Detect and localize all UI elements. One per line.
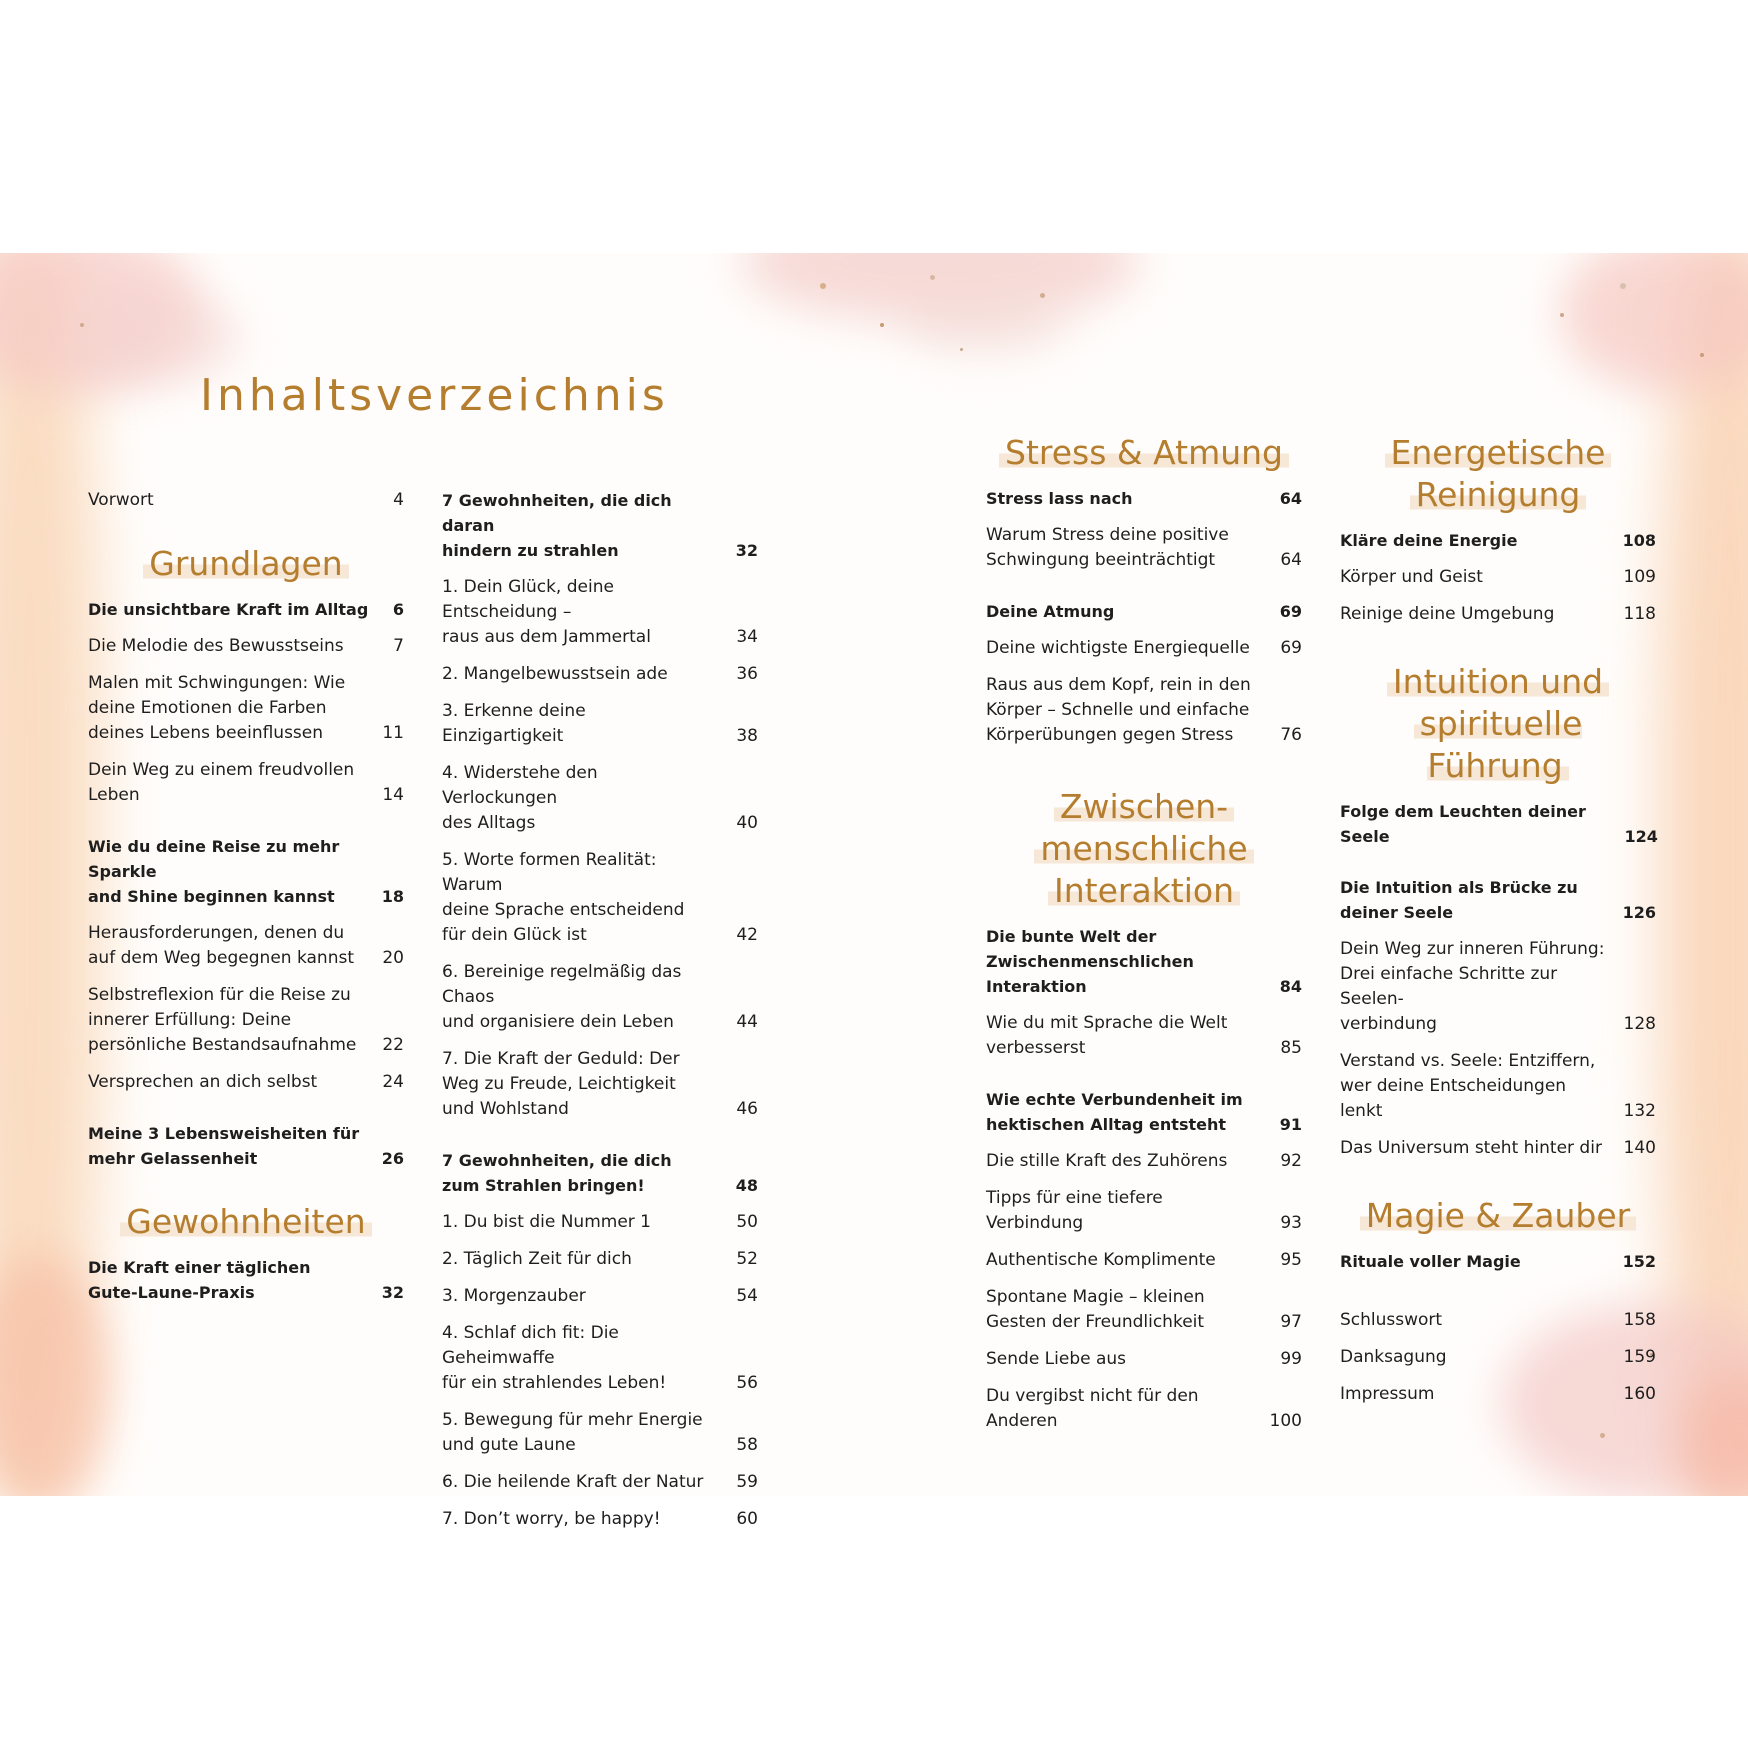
toc-entry[interactable] <box>1340 528 1656 553</box>
toc-entry[interactable] <box>88 1070 404 1095</box>
toc-entry[interactable] <box>986 636 1302 661</box>
toc-entry-title: Körper und Geist <box>1340 567 1483 587</box>
toc-entry-page: 34 <box>736 627 758 647</box>
toc-entry-page: 26 <box>381 1149 404 1168</box>
toc-entry[interactable] <box>986 599 1302 624</box>
toc-entry[interactable] <box>88 983 404 1058</box>
toc-entry-page: 128 <box>1623 1014 1656 1034</box>
toc-entry[interactable] <box>1340 937 1656 1037</box>
toc-entry-title: 5. Worte formen Realität: Warum deine Sprache entscheidend für dein Glück ist <box>442 850 685 945</box>
toc-entry[interactable] <box>442 1148 758 1198</box>
toc-entry[interactable] <box>986 486 1302 511</box>
section-heading: Stress & Atmung <box>986 432 1302 474</box>
toc-entry-page: 11 <box>382 723 404 743</box>
toc-entry[interactable] <box>1340 1049 1656 1124</box>
toc-entry-page: 132 <box>1623 1101 1656 1121</box>
toc-entry-title: Reinige deine Umgebung <box>1340 604 1555 624</box>
toc-entry-page: 6 <box>392 600 404 619</box>
toc-section <box>1340 432 1656 627</box>
toc-entry-page: 64 <box>1279 489 1302 508</box>
toc-column-2 <box>442 488 758 1532</box>
toc-section <box>986 432 1302 748</box>
toc-entry-title: Das Universum steht hinter dir <box>1340 1138 1602 1158</box>
toc-entry-page: 48 <box>735 1176 758 1195</box>
toc-entry-page: 109 <box>1623 567 1656 587</box>
toc-entry-title: Schlusswort <box>1340 1310 1443 1330</box>
toc-entry-page: 152 <box>1622 1252 1656 1271</box>
toc-entry-page: 7 <box>393 636 404 656</box>
page-title: Inhaltsverzeichnis <box>200 370 669 421</box>
toc-entry-title: Meine 3 Lebensweisheiten für mehr Gelassenheit <box>88 1124 360 1168</box>
toc-entry-title: Wie echte Verbundenheit im hektischen Alltag entsteht <box>986 1090 1243 1134</box>
toc-entry[interactable] <box>88 671 404 746</box>
toc-entry-title: Dein Weg zu einem freudvollen Leben <box>88 760 355 805</box>
toc-section <box>88 1201 404 1305</box>
toc-column-1 <box>88 488 404 1305</box>
toc-entry[interactable] <box>1340 1382 1656 1407</box>
toc-entry[interactable] <box>1340 1249 1656 1274</box>
toc-entry[interactable] <box>986 1186 1302 1236</box>
toc-entry-title: Die unsichtbare Kraft im Alltag <box>88 600 369 619</box>
toc-entry[interactable] <box>88 488 404 513</box>
toc-entry[interactable] <box>88 834 404 909</box>
toc-entry-page: 18 <box>381 887 404 906</box>
toc-entry-title: Raus aus dem Kopf, rein in den Körper – Schnelle und einfache Körperübungen gegen Stress <box>986 675 1251 745</box>
toc-entry-page: 50 <box>736 1212 758 1232</box>
toc-entry-page: 84 <box>1279 977 1302 996</box>
toc-entry-page: 108 <box>1622 531 1656 550</box>
toc-entry-title: Dein Weg zur inneren Führung: Drei einfache Schritte zur Seelen- verbindung <box>1340 939 1605 1034</box>
toc-column-4 <box>1340 432 1656 1407</box>
section-heading: Zwischen- menschliche Interaktion <box>986 786 1302 912</box>
toc-entry-title: Deine wichtigste Energiequelle <box>986 638 1250 658</box>
toc-entry[interactable] <box>88 921 404 971</box>
toc-entry-title: 4. Widerstehe den Verlockungen des Alltags <box>442 763 598 833</box>
toc-entry-page: 69 <box>1279 602 1302 621</box>
toc-entry-title: 3. Erkenne deine Einzigartigkeit <box>442 701 586 746</box>
toc-entry-title: Impressum <box>1340 1384 1435 1404</box>
toc-entry-page: 20 <box>382 948 404 968</box>
toc-entry[interactable] <box>442 699 758 749</box>
toc-entry-title: 3. Morgenzauber <box>442 1286 586 1306</box>
toc-entry[interactable] <box>442 848 758 948</box>
toc-entry-title: 1. Dein Glück, deine Entscheidung – raus aus dem Jammertal <box>442 577 651 647</box>
toc-entry-page: 140 <box>1623 1138 1656 1158</box>
toc-entry[interactable] <box>1340 565 1656 590</box>
toc-entry[interactable] <box>986 1384 1302 1434</box>
toc-entry[interactable] <box>442 1408 758 1458</box>
toc-entry-title: Verstand vs. Seele: Entziffern, wer deine Entscheidungen lenkt <box>1340 1051 1596 1121</box>
toc-entry[interactable] <box>442 488 758 563</box>
toc-entry-page: 118 <box>1623 604 1656 624</box>
toc-entry-page: 85 <box>1280 1038 1302 1058</box>
toc-entry[interactable] <box>986 1149 1302 1174</box>
toc-entry[interactable] <box>986 523 1302 573</box>
toc-entry[interactable] <box>88 634 404 659</box>
toc-entry[interactable] <box>442 1321 758 1396</box>
section-heading: Gewohnheiten <box>88 1201 404 1243</box>
toc-entry-page: 64 <box>1280 550 1302 570</box>
toc-entry-page: 159 <box>1623 1347 1656 1367</box>
toc-entry-title: Die Intuition als Brücke zu deiner Seele <box>1340 878 1578 922</box>
toc-entry-title: Selbstreflexion für die Reise zu innerer Erfüllung: Deine persönliche Bestandsaufnahme <box>88 985 357 1055</box>
toc-entry-title: Vorwort <box>88 490 154 510</box>
toc-entry-title: Tipps für eine tiefere Verbindung <box>986 1188 1163 1233</box>
section-heading: Grundlagen <box>88 543 404 585</box>
toc-section <box>1340 1308 1656 1407</box>
toc-entry-title: 2. Täglich Zeit für dich <box>442 1249 632 1269</box>
toc-entry-page: 92 <box>1280 1151 1302 1171</box>
toc-entry[interactable] <box>1340 1136 1656 1161</box>
toc-section <box>1340 661 1656 1161</box>
toc-entry-page: 99 <box>1280 1349 1302 1369</box>
toc-section <box>88 488 404 513</box>
toc-entry[interactable] <box>88 1255 404 1305</box>
toc-entry-page: 160 <box>1623 1384 1656 1404</box>
toc-entry[interactable] <box>442 1210 758 1235</box>
toc-section <box>442 488 758 1532</box>
toc-entry[interactable] <box>986 1347 1302 1372</box>
toc-column-3 <box>986 432 1302 1434</box>
toc-entry-title: Malen mit Schwingungen: Wie deine Emotionen die Farben deines Lebens beeinflussen <box>88 673 346 743</box>
toc-entry[interactable] <box>442 1047 758 1122</box>
toc-entry[interactable] <box>442 1470 758 1495</box>
toc-entry-title: Herausforderungen, denen du auf dem Weg begegnen kannst <box>88 923 354 968</box>
toc-entry-title: 4. Schlaf dich fit: Die Geheimwaffe für ein strahlendes Leben! <box>442 1323 667 1393</box>
toc-entry[interactable] <box>88 597 404 622</box>
toc-entry-page: 69 <box>1280 638 1302 658</box>
toc-entry-title: Die Kraft einer täglichen Gute-Laune-Praxis <box>88 1258 311 1302</box>
toc-entry-title: Spontane Magie – kleinen Gesten der Freundlichkeit <box>986 1287 1205 1332</box>
toc-entry-page: 46 <box>736 1099 758 1119</box>
toc-entry-title: Die bunte Welt der Zwischenmenschlichen Interaktion <box>986 927 1194 996</box>
toc-entry-page: 40 <box>736 813 758 833</box>
toc-entry-page: 36 <box>736 664 758 684</box>
toc-entry-page: 4 <box>393 490 404 510</box>
toc-entry-page: 54 <box>736 1286 758 1306</box>
toc-section <box>88 543 404 1171</box>
toc-entry-page: 44 <box>736 1012 758 1032</box>
toc-entry-title: Authentische Komplimente <box>986 1250 1216 1270</box>
toc-entry-title: Kläre deine Energie <box>1340 531 1518 550</box>
toc-entry-page: 58 <box>736 1435 758 1455</box>
toc-entry-title: Du vergibst nicht für den Anderen <box>986 1386 1199 1431</box>
toc-entry[interactable] <box>442 662 758 687</box>
toc-entry-title: Wie du mit Sprache die Welt verbesserst <box>986 1013 1228 1058</box>
toc-entry-page: 22 <box>382 1035 404 1055</box>
toc-entry-page: 97 <box>1280 1312 1302 1332</box>
toc-entry-page: 59 <box>736 1472 758 1492</box>
section-heading: Intuition und spirituelle Führung <box>1340 661 1656 787</box>
toc-entry[interactable] <box>986 924 1302 999</box>
toc-entry-title: Die stille Kraft des Zuhörens <box>986 1151 1228 1171</box>
toc-entry[interactable] <box>442 761 758 836</box>
section-heading: Magie & Zauber <box>1340 1195 1656 1237</box>
toc-entry-page: 126 <box>1622 903 1656 922</box>
toc-entry[interactable] <box>986 1011 1302 1061</box>
toc-entry-title: Versprechen an dich selbst <box>88 1072 318 1092</box>
toc-entry[interactable] <box>1340 1308 1656 1333</box>
toc-entry[interactable] <box>442 575 758 650</box>
toc-entry[interactable] <box>1340 602 1656 627</box>
toc-section <box>986 786 1302 1434</box>
toc-entry-title: 2. Mangelbewusstsein ade <box>442 664 668 684</box>
toc-entry-title: 7. Die Kraft der Geduld: Der Weg zu Freude, Leichtigkeit und Wohlstand <box>442 1049 680 1119</box>
toc-entry-title: 5. Bewegung für mehr Energie und gute Laune <box>442 1410 703 1455</box>
toc-entry[interactable] <box>986 1087 1302 1137</box>
toc-entry[interactable] <box>986 1285 1302 1335</box>
toc-entry[interactable] <box>88 758 404 808</box>
toc-entry-title: Rituale voller Magie <box>1340 1252 1521 1271</box>
toc-entry-page: 93 <box>1280 1213 1302 1233</box>
toc-entry-page: 158 <box>1623 1310 1656 1330</box>
toc-entry-title: Sende Liebe aus <box>986 1349 1127 1369</box>
toc-entry-page: 76 <box>1280 725 1302 745</box>
toc-entry[interactable] <box>442 960 758 1035</box>
toc-entry[interactable] <box>986 673 1302 748</box>
toc-entry-title: Folge dem Leuchten deiner Seele <box>1340 802 1586 846</box>
toc-entry-title: Wie du deine Reise zu mehr Sparkle and Shine beginnen kannst <box>88 837 340 906</box>
toc-entry-page: 56 <box>736 1373 758 1393</box>
toc-entry[interactable] <box>1340 875 1656 925</box>
toc-entry-title: 6. Bereinige regelmäßig das Chaos und organisiere dein Leben <box>442 962 682 1032</box>
toc-entry-title: 7 Gewohnheiten, die dich zum Strahlen bringen! <box>442 1151 672 1195</box>
toc-entry-page: 100 <box>1269 1411 1302 1431</box>
toc-entry[interactable] <box>986 1248 1302 1273</box>
toc-entry-page: 24 <box>382 1072 404 1092</box>
toc-entry-page: 91 <box>1279 1115 1302 1134</box>
toc-entry-page: 60 <box>736 1509 758 1529</box>
toc-section <box>1340 1195 1656 1274</box>
toc-entry[interactable] <box>442 1507 758 1532</box>
toc-entry-page: 32 <box>735 541 758 560</box>
toc-entry-page: 95 <box>1280 1250 1302 1270</box>
toc-entry-page: 38 <box>736 726 758 746</box>
toc-entry-title: Die Melodie des Bewusstseins <box>88 636 344 656</box>
toc-entry[interactable] <box>1340 1345 1656 1370</box>
toc-entry-page: 42 <box>736 925 758 945</box>
toc-entry[interactable] <box>1340 799 1656 849</box>
toc-entry-title: 7 Gewohnheiten, die dich daran hindern zu strahlen <box>442 491 672 560</box>
toc-entry[interactable] <box>442 1284 758 1309</box>
toc-entry-page: 32 <box>381 1283 404 1302</box>
toc-entry-title: 1. Du bist die Nummer 1 <box>442 1212 651 1232</box>
toc-entry-title: Deine Atmung <box>986 602 1115 621</box>
toc-entry-title: 7. Don’t worry, be happy! <box>442 1509 661 1529</box>
toc-entry-title: Danksagung <box>1340 1347 1447 1367</box>
toc-entry-page: 124 <box>1624 827 1658 846</box>
section-heading: Energetische Reinigung <box>1340 432 1656 516</box>
toc-entry-title: Stress lass nach <box>986 489 1133 508</box>
toc-entry-page: 14 <box>382 785 404 805</box>
toc-entry-page: 52 <box>736 1249 758 1269</box>
toc-entry[interactable] <box>88 1121 404 1171</box>
toc-entry-title: Warum Stress deine positive Schwingung beeinträchtigt <box>986 525 1229 570</box>
toc-entry[interactable] <box>442 1247 758 1272</box>
toc-entry-title: 6. Die heilende Kraft der Natur <box>442 1472 704 1492</box>
